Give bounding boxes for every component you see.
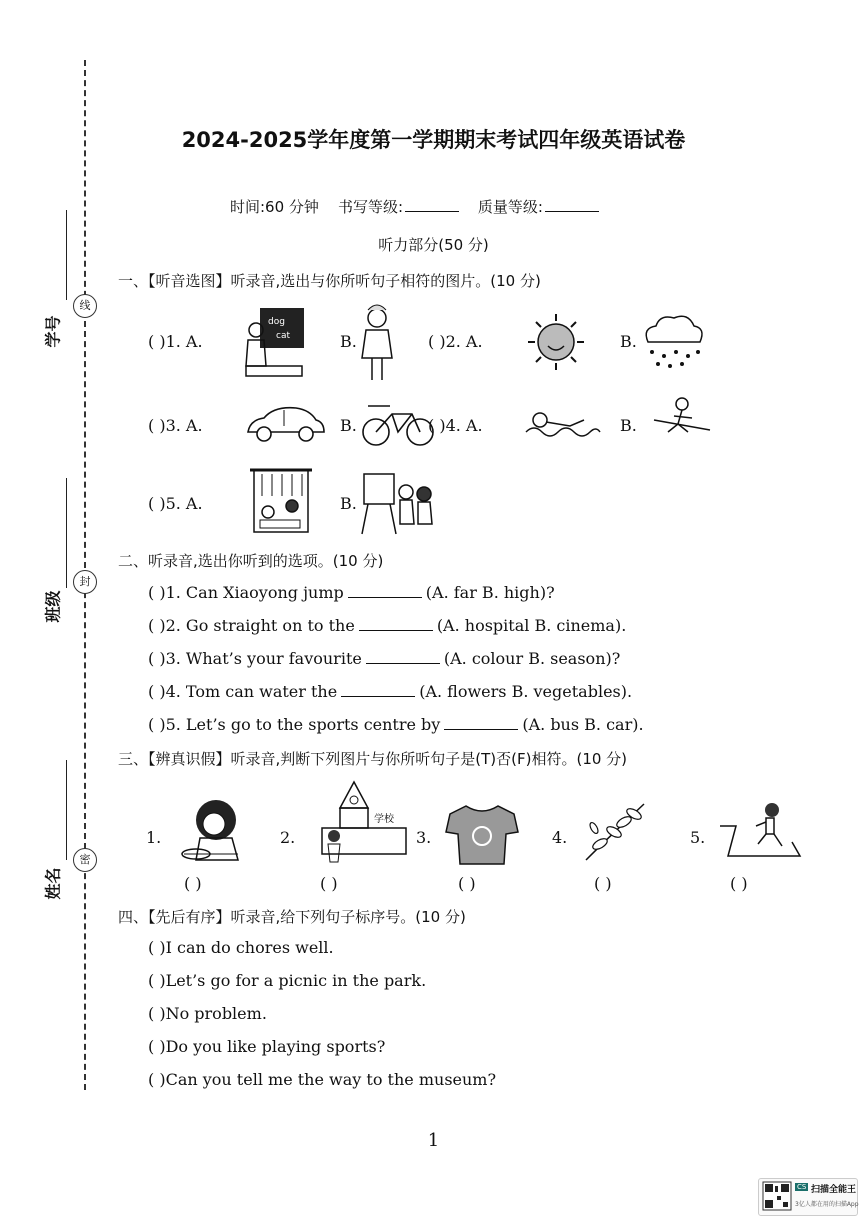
s2-item-2-blank[interactable] — [359, 616, 433, 631]
exam-meta — [230, 196, 613, 217]
s2-item-5 — [148, 715, 644, 734]
board-word-cat: cat — [276, 331, 290, 341]
quality-grade-label: 质量等级: — [477, 198, 543, 216]
tshirt-icon — [444, 804, 520, 866]
s4-item-1: ( )I can do chores well. — [148, 938, 334, 957]
board-word-dog: dog — [268, 317, 285, 327]
page-number: 1 — [427, 1130, 440, 1151]
section-2-heading: 二、听录音,选出你听到的选项。(10 分) — [118, 552, 384, 570]
s3-label-5: 5. — [690, 828, 706, 847]
s4-item-4: ( )Do you like playing sports? — [148, 1037, 386, 1056]
s3-label-3: 3. — [416, 828, 432, 847]
scanner-watermark — [758, 1178, 858, 1216]
s1-q2-number: ( )2. A. — [428, 332, 483, 351]
shop-icon — [246, 466, 312, 536]
s2-item-3-blank[interactable] — [366, 649, 440, 664]
scanner-tagline: 3亿人都在用的扫描App — [795, 1201, 859, 1208]
s3-answer-2[interactable]: ( ) — [320, 874, 338, 893]
s2-item-4-blank[interactable] — [341, 682, 415, 697]
s1-q3-b: B. — [340, 416, 357, 435]
qr-code-icon — [763, 1182, 791, 1210]
class-blank — [66, 478, 67, 588]
leaves-icon — [578, 798, 650, 868]
school-sign: 学校 — [374, 814, 394, 825]
s1-q5-b: B. — [340, 494, 357, 513]
s2-item-3-text: ( )3. What’s your favourite — [148, 649, 362, 668]
writing-grade-label: 书写等级: — [338, 198, 404, 216]
student-id-label: 学号 — [43, 315, 63, 348]
nurse-icon — [360, 300, 394, 384]
student-id-blank — [66, 210, 67, 300]
s1-q2-b: B. — [620, 332, 637, 351]
s2-item-4-options: (A. flowers B. vegetables). — [419, 682, 633, 701]
quality-grade-blank[interactable] — [545, 197, 599, 212]
s2-item-2-text: ( )2. Go straight on to the — [148, 616, 355, 635]
binding-mark-seal: 封 — [73, 570, 97, 594]
s2-item-5-text: ( )5. Let’s go to the sports centre by — [148, 715, 441, 734]
s3-answer-1[interactable]: ( ) — [184, 874, 202, 893]
s1-q1-b: B. — [340, 332, 357, 351]
s2-item-3 — [148, 649, 620, 668]
exam-title: 2024-2025学年度第一学期期末考试四年级英语试卷 — [181, 128, 686, 152]
girl-eating-icon — [180, 794, 244, 864]
s2-item-1-blank[interactable] — [348, 583, 422, 598]
cs-badge: CS — [797, 1183, 807, 1191]
s1-q4-b: B. — [620, 416, 637, 435]
sun-icon — [526, 312, 586, 372]
section-1-heading: 一、【听音选图】听录音,选出与你所听句子相符的图片。(10 分) — [118, 272, 541, 290]
s3-label-2: 2. — [280, 828, 296, 847]
writing-grade-blank[interactable] — [405, 197, 459, 212]
s2-item-2 — [148, 616, 626, 635]
boy-jumping-icon — [716, 798, 802, 860]
listening-subtitle: 听力部分(50 分) — [378, 236, 489, 254]
s2-item-2-options: (A. hospital B. cinema). — [436, 616, 627, 635]
s2-item-1 — [148, 583, 555, 602]
section-4-heading: 四、【先后有序】听录音,给下列句子标序号。(10 分) — [118, 908, 466, 926]
s1-q4-number: ( )4. A. — [428, 416, 483, 435]
school-building-icon — [318, 778, 408, 868]
s1-q1-number: ( )1. A. — [148, 332, 203, 351]
s2-item-5-options: (A. bus B. car). — [522, 715, 644, 734]
s2-item-1-text: ( )1. Can Xiaoyong jump — [148, 583, 344, 602]
s4-item-2: ( )Let’s go for a picnic in the park. — [148, 971, 427, 990]
s2-item-3-options: (A. colour B. season)? — [443, 649, 621, 668]
s3-answer-3[interactable]: ( ) — [458, 874, 476, 893]
section-3-heading: 三、【辨真识假】听录音,判断下列图片与你所听句子是(T)否(F)相符。(10 分) — [118, 750, 628, 768]
s4-item-3: ( )No problem. — [148, 1004, 267, 1023]
swimming-icon — [524, 408, 600, 444]
s3-label-1: 1. — [146, 828, 162, 847]
rain-cloud-icon — [640, 312, 706, 372]
scanner-name: 扫描全能王 — [811, 1185, 857, 1195]
teacher-blackboard-icon — [246, 306, 306, 378]
name-label: 姓名 — [43, 867, 63, 900]
s2-item-4 — [148, 682, 632, 701]
s3-answer-4[interactable]: ( ) — [594, 874, 612, 893]
s1-q3-number: ( )3. A. — [148, 416, 203, 435]
s4-item-5: ( )Can you tell me the way to the museum? — [148, 1070, 497, 1089]
s3-label-4: 4. — [552, 828, 568, 847]
s2-item-5-blank[interactable] — [444, 715, 518, 730]
name-blank — [66, 760, 67, 860]
painting-kids-icon — [360, 468, 434, 536]
skiing-icon — [652, 396, 712, 440]
s3-answer-5[interactable]: ( ) — [730, 874, 748, 893]
s2-item-4-text: ( )4. Tom can water the — [148, 682, 338, 701]
time-label: 时间:60 分钟 — [230, 198, 319, 216]
class-label: 班级 — [43, 590, 63, 623]
s2-item-1-options: (A. far B. high)? — [425, 583, 555, 602]
binding-mark-secret: 密 — [73, 848, 97, 872]
car-icon — [244, 404, 326, 444]
bicycle-icon — [360, 400, 436, 448]
binding-mark-line: 线 — [73, 294, 97, 318]
s1-q5-number: ( )5. A. — [148, 494, 203, 513]
